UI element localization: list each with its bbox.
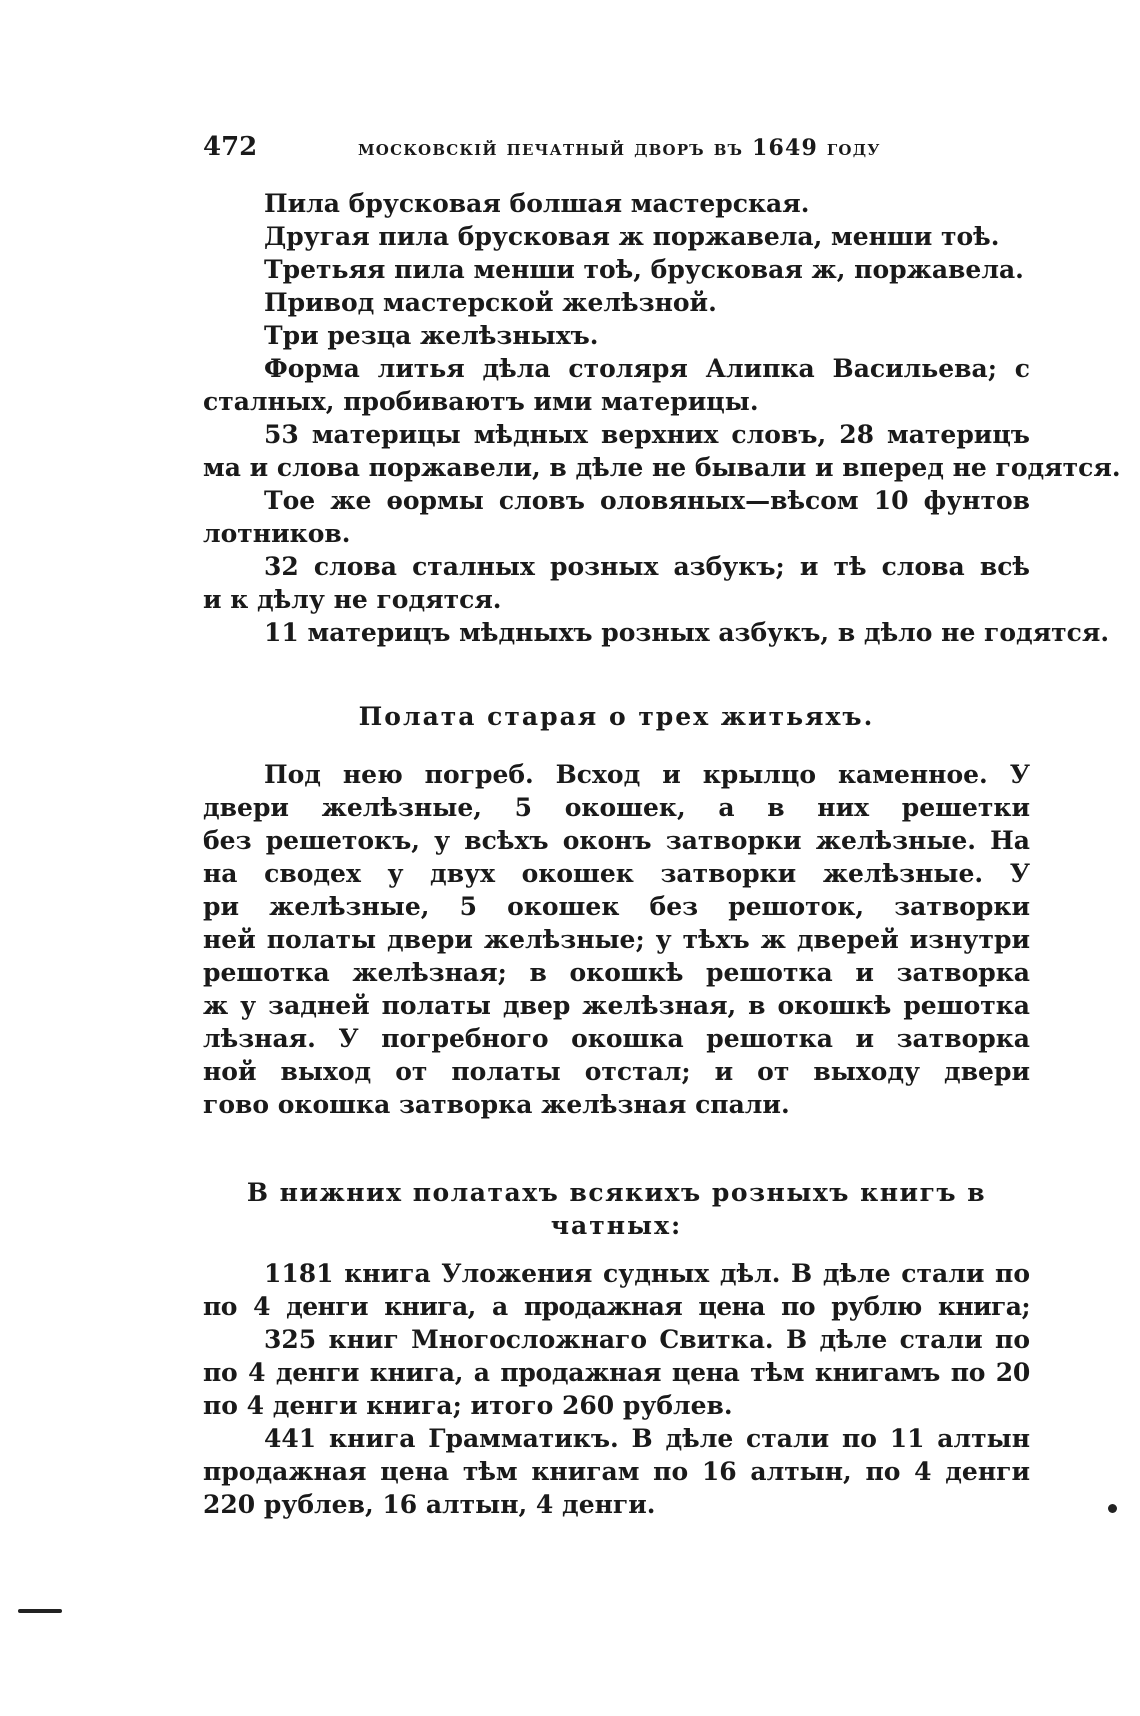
paragraph-line: 11 материцъ мѣдныхъ розных азбукъ, в дѣло не годятся.: [264, 618, 1110, 647]
inventory-block: [203, 187, 1121, 649]
paragraph-line: Форма литья дѣла столяря Алипка Васильева; с: [264, 354, 1030, 383]
inventory-item: Три резца желѣзныхъ.: [264, 321, 599, 350]
scan-mark: [18, 1609, 62, 1613]
paragraph-line: и к дѣлу не годятся.: [203, 585, 502, 614]
body-line: ной выход от полаты отстал; и от выходу двери: [203, 1057, 1030, 1086]
body-line: Под нею погреб. Всход и крылцо каменное. У: [264, 760, 1030, 789]
page-number: 472: [203, 132, 258, 162]
section-2-body: [203, 1257, 1030, 1521]
entry-line: 325 книг Многосложнаго Свитка. В дѣле стали по: [264, 1325, 1030, 1354]
body-line: ри желѣзные, 5 окошек без решоток, затворки: [203, 892, 1030, 921]
paragraph-line: ма и слова поржавели, в дѣле не бывали и вперед не годятся.: [203, 453, 1121, 482]
section-heading-text: чатных:: [550, 1211, 683, 1240]
ink-dot: [1108, 1504, 1117, 1513]
entry-line: 1181 книга Уложения судных дѣл. В дѣле стали по: [264, 1259, 1030, 1288]
entry-line: продажная цена тѣм книгам по 16 алтын, по 4 денги: [203, 1457, 1030, 1486]
inventory-item: Другая пила брусковая ж поржавела, менши тоѣ.: [264, 222, 1000, 251]
section-heading-text: Полата старая о трех житьяхъ.: [358, 702, 875, 731]
paragraph-line: лотников.: [203, 519, 351, 548]
section-heading: [203, 700, 1030, 733]
paragraph-line: 32 слова сталных розных азбукъ; и тѣ слова всѣ: [264, 552, 1030, 581]
section-heading-text: В нижних полатахъ всякихъ розныхъ книгъ в: [246, 1178, 987, 1207]
paragraph-line: 53 материцы мѣдных верхних словъ, 28 материцъ: [264, 420, 1030, 449]
inventory-item: Пила брусковая болшая мастерская.: [264, 189, 810, 218]
paragraph-line: Тое же ѳормы словъ оловяных—вѣсом 10 фунтов: [264, 486, 1030, 515]
entry-line: 220 рублев, 16 алтын, 4 денги.: [203, 1490, 656, 1519]
body-line: решотка желѣзная; в окошкѣ решотка и затворка: [203, 958, 1030, 987]
paragraph-line: сталных, пробиваютъ ими материцы.: [203, 387, 759, 416]
body-line: ж у задней полаты двер желѣзная, в окошкѣ решотка: [203, 991, 1030, 1020]
inventory-item: Привод мастерской желѣзной.: [264, 288, 717, 317]
body-line: двери желѣзные, 5 окошек, а в них решетки: [203, 793, 1030, 822]
entry-line: по 4 денги книга, а продажная цена тѣм книгамъ по 20: [203, 1358, 1030, 1387]
body-line: без решетокъ, у всѣхъ оконъ затворки желѣзные. На: [203, 826, 1030, 855]
section-2-heading: [203, 1176, 1030, 1242]
entry-line: по 4 денги книга, а продажная цена по рублю книга;: [203, 1292, 1030, 1321]
body-line: на сводех у двух окошек затворки желѣзные. У: [203, 859, 1030, 888]
body-line: лѣзная. У погребного окошка решотка и затворка: [203, 1024, 1030, 1053]
page-header: [203, 132, 1023, 172]
inventory-item: Третьяя пила менши тоѣ, брусковая ж, поржавела.: [264, 255, 1024, 284]
entry-line: по 4 денги книга; итого 260 рублев.: [203, 1391, 733, 1420]
body-line: ней полаты двери желѣзные; у тѣхъ ж дверей изнутри: [203, 925, 1030, 954]
body-line: гово окошка затворка желѣзная спали.: [203, 1090, 790, 1119]
entry-line: 441 книга Грамматикъ. В дѣле стали по 11 алтын: [264, 1424, 1030, 1453]
section-1-body: [203, 758, 1030, 1121]
running-title: московскій печатный дворъ въ 1649 году: [358, 135, 881, 161]
